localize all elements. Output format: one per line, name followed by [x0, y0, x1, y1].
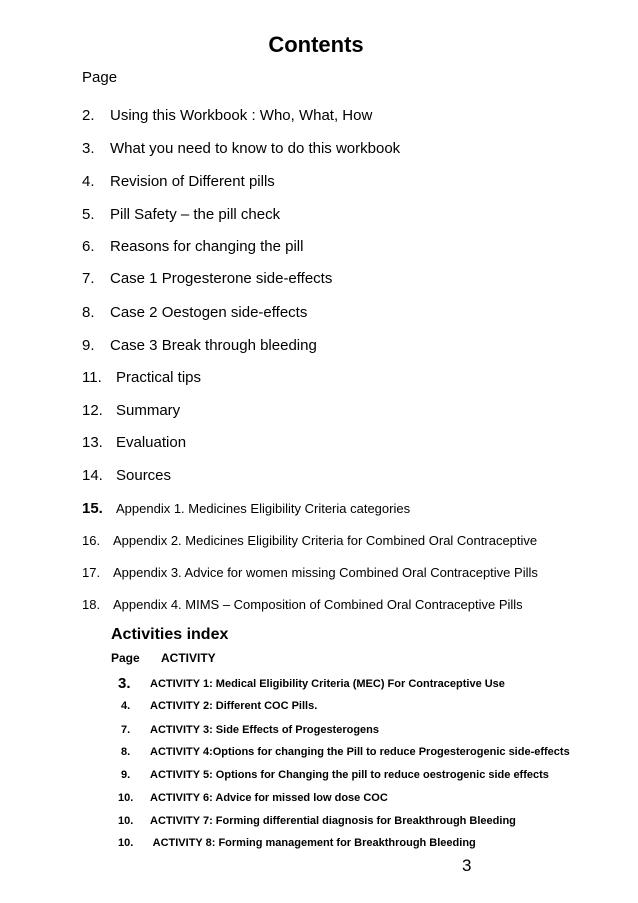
toc-page-number: 14.: [82, 467, 103, 484]
toc-entry-text: Appendix 3. Advice for women missing Combined Oral Contraceptive Pills: [113, 565, 538, 580]
toc-page-number: 18.: [82, 597, 101, 612]
activity-page-number: 10.: [118, 837, 134, 849]
toc-entry-text: Pill Safety – the pill check: [110, 206, 281, 223]
toc-page-number: 16.: [82, 533, 101, 548]
page-column-label: Page: [82, 69, 118, 86]
toc-page-number: 3.: [82, 140, 95, 157]
toc-page-number: 7.: [82, 270, 95, 287]
activity-text: ACTIVITY 2: Different COC Pills.: [150, 700, 318, 712]
activity-page-number: 10.: [118, 815, 134, 827]
toc-entry-text: Case 2 Oestogen side-effects: [110, 304, 308, 321]
toc-page-number: 15.: [82, 500, 103, 517]
toc-page-number: 13.: [82, 434, 103, 451]
toc-entry-text: Case 1 Progesterone side-effects: [110, 270, 333, 287]
toc-page-number: 2.: [82, 107, 95, 124]
toc-entry-text: Appendix 2. Medicines Eligibility Criteria for Combined Oral Contraceptive: [113, 533, 538, 548]
activity-page-number: 3.: [118, 675, 131, 692]
toc-page-number: 5.: [82, 206, 95, 223]
toc-entry-text: Using this Workbook : Who, What, How: [110, 107, 373, 124]
activity-text: ACTIVITY 4:Options for changing the Pill to reduce Progesterogenic side-effects: [150, 746, 570, 758]
activity-text: ACTIVITY 6: Advice for missed low dose COC: [150, 792, 388, 804]
toc-page-number: 8.: [82, 304, 95, 321]
activity-page-number: 7.: [121, 724, 131, 736]
activity-page-number: 8.: [121, 746, 131, 758]
toc-page-number: 9.: [82, 337, 95, 354]
toc-entry-text: What you need to know to do this workbook: [110, 140, 401, 157]
toc-page-number: 4.: [82, 173, 95, 190]
activities-activity-column-header: ACTIVITY: [161, 651, 216, 665]
activities-page-column-header: Page: [111, 651, 140, 665]
toc-page-number: 17.: [82, 565, 101, 580]
activity-text: ACTIVITY 8: Forming management for Breakthrough Bleeding: [150, 837, 476, 849]
activity-page-number: 4.: [121, 700, 131, 712]
activities-heading: Activities index: [111, 626, 229, 643]
toc-entry-text: Appendix 1. Medicines Eligibility Criteria categories: [116, 501, 411, 516]
page-title: Contents: [268, 32, 364, 57]
toc-entry-text: Reasons for changing the pill: [110, 238, 304, 255]
toc-entry-text: Summary: [116, 402, 181, 419]
toc-page-number: 6.: [82, 238, 95, 255]
activity-text: ACTIVITY 3: Side Effects of Progesterogens: [150, 724, 380, 736]
toc-entry-text: Case 3 Break through bleeding: [110, 337, 317, 354]
toc-entry-text: Appendix 4. MIMS – Composition of Combined Oral Contraceptive Pills: [113, 597, 523, 612]
toc-page-number: 12.: [82, 402, 103, 419]
toc-entry-text: Evaluation: [116, 434, 187, 451]
activity-text: ACTIVITY 1: Medical Eligibility Criteria (MEC) For Contraceptive Use: [150, 678, 505, 690]
activity-page-number: 9.: [121, 769, 131, 781]
activity-page-number: 10.: [118, 792, 134, 804]
toc-entry-text: Sources: [116, 467, 172, 484]
page-number: 3: [462, 856, 472, 875]
activity-text: ACTIVITY 7: Forming differential diagnosis for Breakthrough Bleeding: [150, 815, 516, 827]
toc-entry-text: Practical tips: [116, 369, 202, 386]
toc-entry-text: Revision of Different pills: [110, 173, 275, 190]
toc-page-number: 11.: [82, 369, 102, 386]
activity-text: ACTIVITY 5: Options for Changing the pill to reduce oestrogenic side effects: [150, 769, 549, 781]
